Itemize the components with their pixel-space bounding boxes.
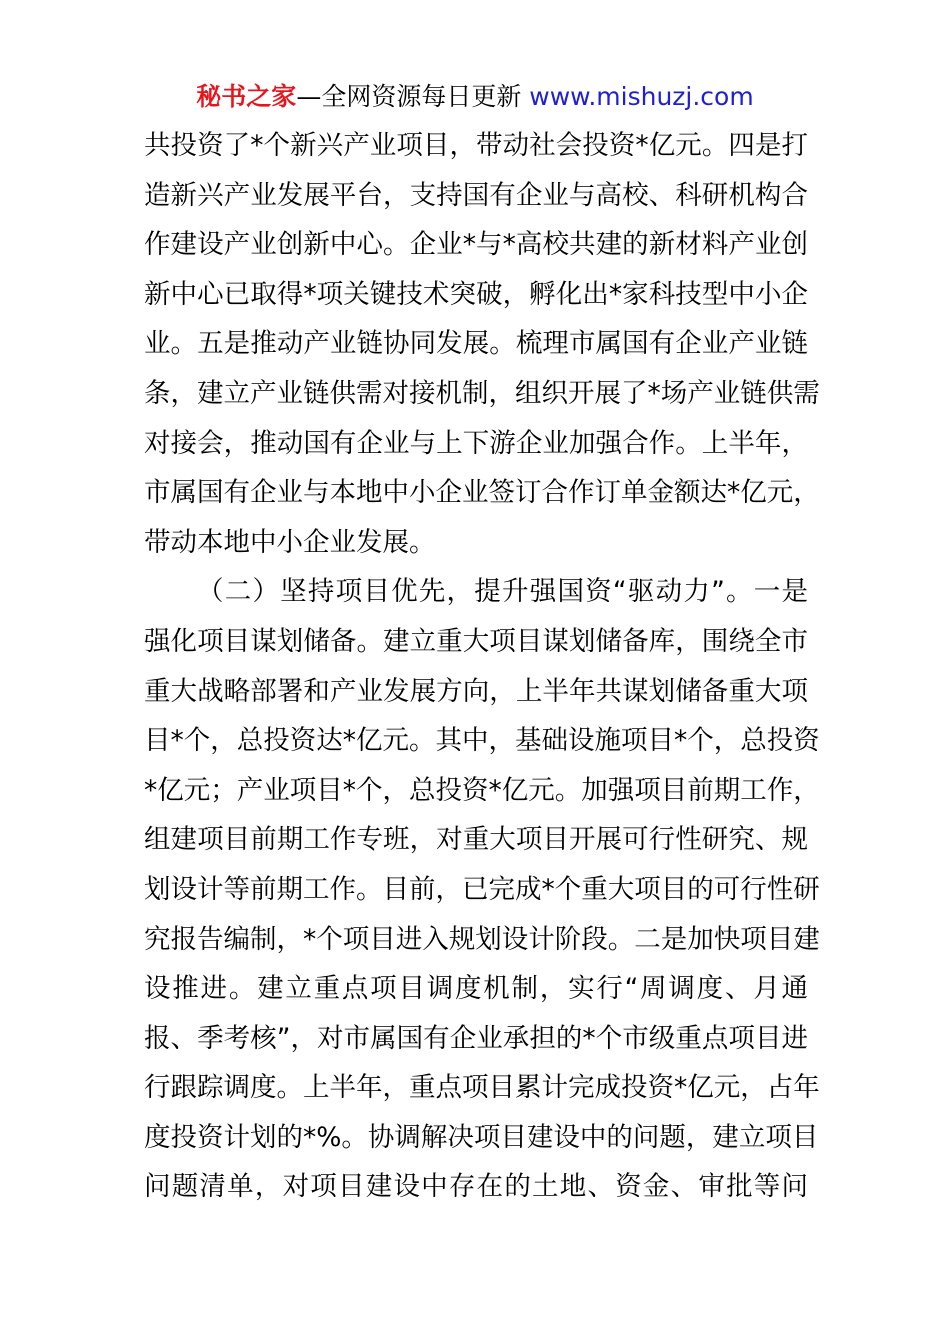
text-line: 强化项目谋划储备。建立重大项目谋划储备库，围绕全市 [144, 625, 808, 657]
text-line: 对接会，推动国有企业与上下游企业加强合作。上半年， [144, 427, 808, 459]
text-line: 造新兴产业发展平台，支持国有企业与高校、科研机构合 [144, 179, 808, 211]
text-line: 市属国有企业与本地中小企业签订合作订单金额达*亿元， [144, 477, 820, 509]
text-line: 行跟踪调度。上半年，重点项目累计完成投资*亿元，占年 [144, 1072, 820, 1104]
text-line: （二）坚持项目优先，提升强国资“驱动力”。一是 [197, 576, 808, 608]
text-line: 目*个，总投资达*亿元。其中，基础设施项目*个，总投资 [144, 725, 820, 757]
text-line: 业。五是推动产业链协同发展。梳理市属国有企业产业链 [144, 328, 808, 360]
site-url-link[interactable]: www.mishuzj.com [529, 82, 754, 111]
text-line: 究报告编制，*个项目进入规划设计阶段。二是加快项目建 [144, 923, 820, 955]
text-line: 度投资计划的*%。协调解决项目建设中的问题，建立项目 [144, 1121, 819, 1153]
text-line: 新中心已取得*项关键技术突破，孵化出*家科技型中小企 [144, 278, 808, 310]
paragraph [144, 121, 820, 567]
brand-name: 秘书之家 [196, 82, 297, 111]
text-line: 组建项目前期工作专班，对重大项目开展可行性研究、规 [144, 824, 808, 856]
text-line: *亿元；产业项目*个，总投资*亿元。加强项目前期工作， [144, 774, 820, 806]
text-line: 问题清单，对项目建设中存在的土地、资金、审批等问 [144, 1171, 808, 1203]
text-line: 共投资了*个新兴产业项目，带动社会投资*亿元。四是打 [144, 130, 808, 161]
header-separator: — [296, 82, 322, 111]
paragraph [144, 567, 820, 1212]
text-line: 带动本地中小企业发展。 [144, 526, 436, 558]
text-line: 重大战略部署和产业发展方向，上半年共谋划储备重大项 [144, 675, 808, 707]
text-line: 划设计等前期工作。目前，已完成*个重大项目的可行性研 [144, 873, 820, 905]
text-line: 条，建立产业链供需对接机制，组织开展了*场产业链供需 [144, 377, 820, 409]
text-line: 报、季考核”，对市属国有企业承担的*个市级重点项目进 [144, 1022, 808, 1054]
text-line: 作建设产业创新中心。企业*与*高校共建的新材料产业创 [144, 229, 808, 261]
document-body [144, 121, 820, 1212]
text-line: 设推进。建立重点项目调度机制，实行“周调度、月通 [144, 973, 808, 1005]
site-header [0, 80, 950, 114]
header-tagline: 全网资源每日更新 [321, 82, 522, 111]
